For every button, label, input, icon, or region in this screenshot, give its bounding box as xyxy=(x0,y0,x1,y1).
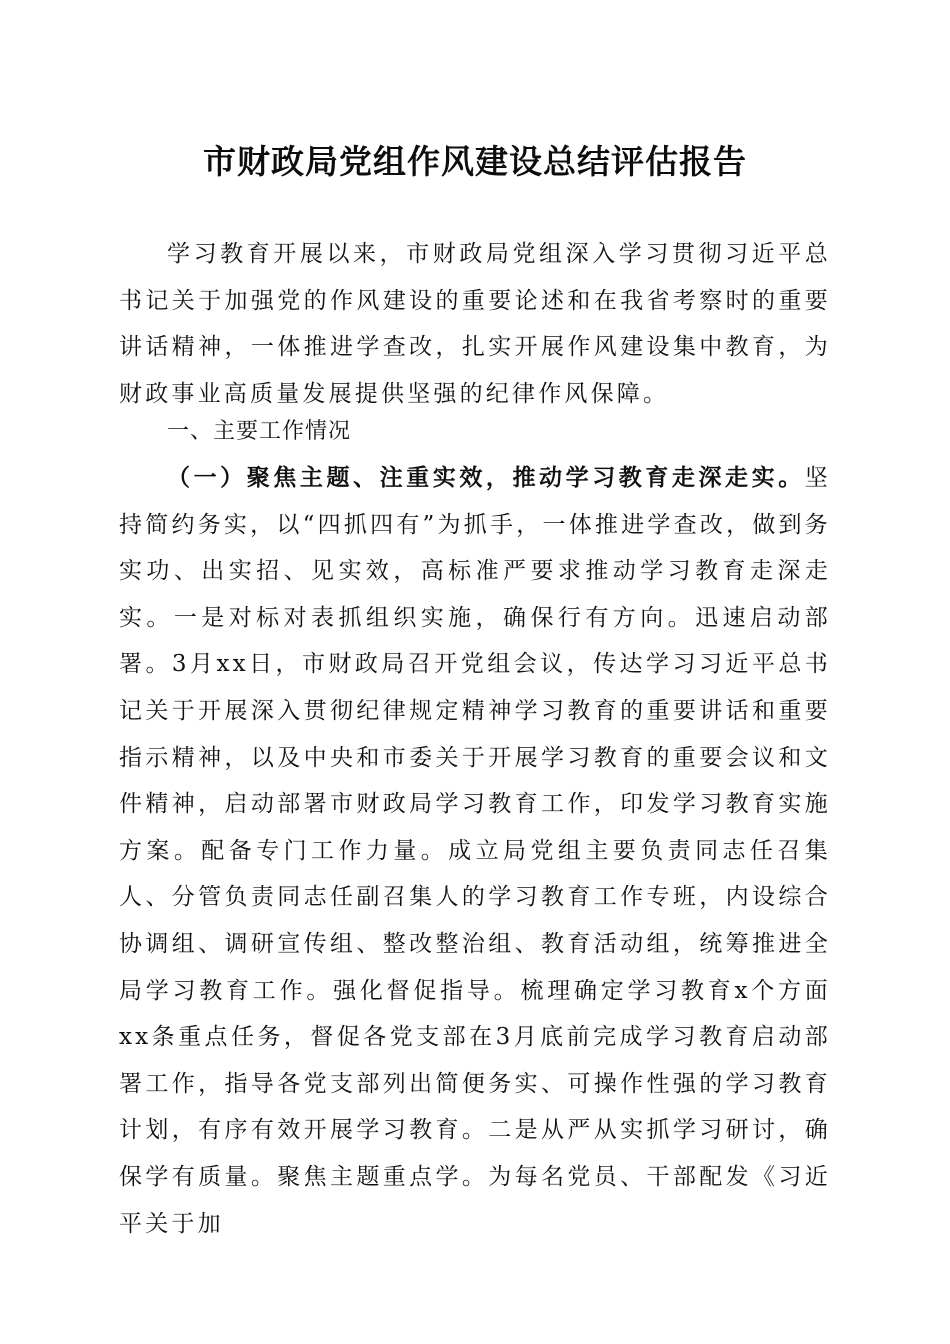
section-heading-main-work: 一、主要工作情况 xyxy=(167,419,352,444)
subsection-paragraph xyxy=(119,455,831,1247)
document-title: 市财政局党组作风建设总结评估报告 xyxy=(203,142,747,181)
subsection-heading: （一）聚焦主题、注重实效，推动学习教育走深走实。 xyxy=(167,464,805,491)
intro-paragraph: 学习教育开展以来，市财政局党组深入学习贯彻习近平总书记关于加强党的作风建设的重要论述和在我省考察时的重要讲话精神，一体推进学查改，扎实开展作风建设集中教育，为财政事业高质量发展提供坚强的纪律作风保障。 xyxy=(119,241,831,407)
subsection-body: 坚持简约务实，以“四抓四有”为抓手，一体推进学查改，做到务实功、出实招、见实效，高标准严要求推动学习教育走深走实。一是对标对表抓组织实施，确保行有方向。迅速启动部署。3月xx日，市财政局召开党组会议，传达学习习近平总书记关于开展深入贯彻纪律规定精神学习教育的重要讲话和重要指示精神，以及中央和市委关于开展学习教育的重要会议和文件精神，启动部署市财政局学习教育工作，印发学习教育实施方案。配备专门工作力量。成立局党组主要负责同志任召集人、分管负责同志任副召集人的学习教育工作专班，内设综合协调组、调研宣传组、整改整治组、教育活动组，统筹推进全局学习教育工作。强化督促指导。梳理确定学习教育x个方面xx条重点任务，督促各党支部在3月底前完成学习教育启动部署工作，指导各党支部列出简便务实、可操作性强的学习教育计划，有序有效开展学习教育。二是从严从实抓学习研讨，确保学有质量。聚焦主题重点学。为每名党员、干部配发《习近平关于加 xyxy=(119,465,831,1237)
